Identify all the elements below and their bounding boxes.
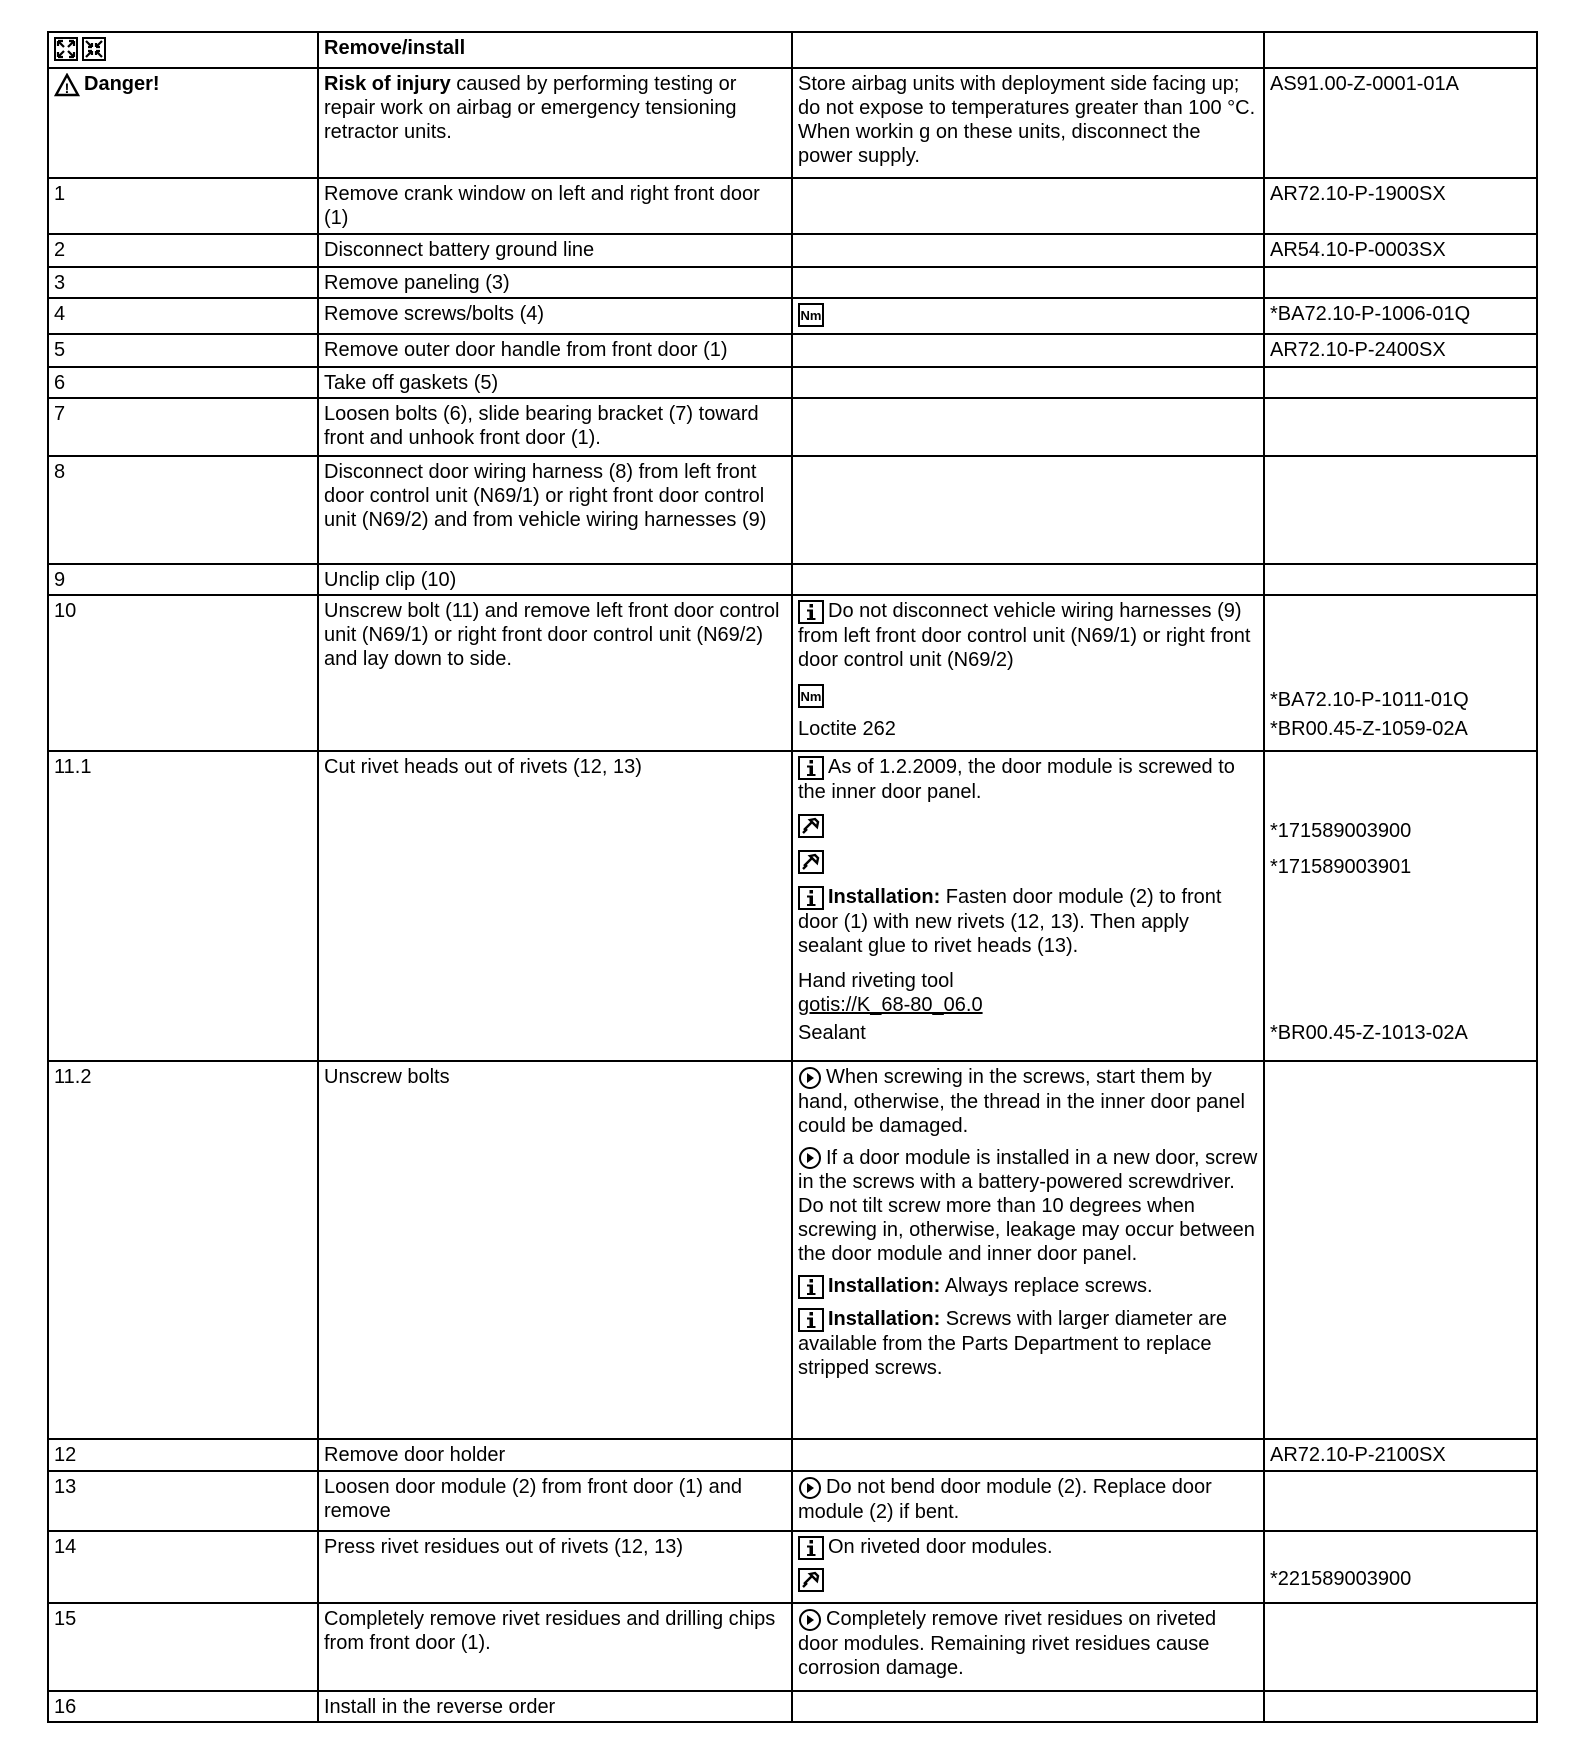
danger-cell bbox=[48, 68, 318, 178]
note-icon bbox=[798, 1476, 822, 1500]
table-row bbox=[48, 298, 1537, 334]
step-action: Press rivet residues out of rivets (12, 13) bbox=[318, 1531, 792, 1603]
step-ref[interactable]: AR72.10-P-1900SX bbox=[1264, 178, 1537, 234]
step-action: Disconnect battery ground line bbox=[318, 234, 792, 267]
danger-bold: Risk of injury bbox=[324, 73, 451, 95]
step-note bbox=[792, 234, 1264, 267]
installation-label: Installation: bbox=[828, 886, 941, 908]
step-number: 1 bbox=[48, 178, 318, 234]
step-action: Remove outer door handle from front door (1) bbox=[318, 334, 792, 367]
step-action: Unclip clip (10) bbox=[318, 564, 792, 595]
info-icon bbox=[798, 756, 824, 780]
danger-description bbox=[318, 68, 792, 178]
table-row bbox=[48, 267, 1537, 298]
step-note bbox=[792, 267, 1264, 298]
step-action: Disconnect door wiring harness (8) from left front door control unit (N69/1) or right front door control unit (N69/2) and from vehicle wiring harnesses (9) bbox=[318, 456, 792, 564]
procedure-table bbox=[47, 31, 1538, 1723]
step-number: 15 bbox=[48, 1603, 318, 1691]
header-empty-4 bbox=[1264, 32, 1537, 68]
step-ref[interactable]: AR54.10-P-0003SX bbox=[1264, 234, 1537, 267]
step-action: Cut rivet heads out of rivets (12, 13) bbox=[318, 751, 792, 1061]
step-number: 14 bbox=[48, 1531, 318, 1603]
step-ref bbox=[1264, 564, 1537, 595]
installation-note: Screws with larger diameter are available from the Parts Department to replace stripped screws. bbox=[798, 1308, 1228, 1379]
step-number: 7 bbox=[48, 398, 318, 456]
tool-ref[interactable]: *171589003901 bbox=[1270, 856, 1412, 878]
table-row bbox=[48, 595, 1537, 751]
warning-triangle-icon bbox=[54, 73, 80, 97]
step-note bbox=[792, 456, 1264, 564]
step-note bbox=[792, 334, 1264, 367]
table-row bbox=[48, 1471, 1537, 1531]
step-ref[interactable]: AR72.10-P-2100SX bbox=[1264, 1439, 1537, 1471]
table-row bbox=[48, 1439, 1537, 1471]
step-note bbox=[792, 751, 1264, 1061]
step-note bbox=[792, 1531, 1264, 1603]
table-row bbox=[48, 1531, 1537, 1603]
step-action: Unscrew bolt (11) and remove left front door control unit (N69/1) or right front door control unit (N69/2) and lay down to side. bbox=[318, 595, 792, 751]
step-ref bbox=[1264, 1691, 1537, 1722]
torque-nm-icon[interactable] bbox=[798, 303, 824, 327]
special-tool-icon[interactable] bbox=[798, 814, 824, 838]
header-empty-3 bbox=[792, 32, 1264, 68]
step-note bbox=[792, 367, 1264, 398]
step-action: Loosen door module (2) from front door (1) and remove bbox=[318, 1471, 792, 1531]
info-note: As of 1.2.2009, the door module is screwed to the inner door panel. bbox=[798, 756, 1235, 803]
note-icon bbox=[798, 1146, 822, 1170]
table-row bbox=[48, 334, 1537, 367]
step-note bbox=[792, 178, 1264, 234]
step-number: 2 bbox=[48, 234, 318, 267]
step-ref bbox=[1264, 1061, 1537, 1439]
hand-tool-label: Hand riveting tool bbox=[798, 970, 954, 992]
svg-text:!: ! bbox=[64, 79, 70, 96]
table-row bbox=[48, 456, 1537, 564]
step-note bbox=[792, 1061, 1264, 1439]
table-row bbox=[48, 234, 1537, 267]
step-ref bbox=[1264, 398, 1537, 456]
material-ref[interactable]: *BR00.45-Z-1059-02A bbox=[1270, 718, 1468, 740]
step-ref-cell bbox=[1264, 595, 1537, 751]
step-number: 13 bbox=[48, 1471, 318, 1531]
step-note bbox=[792, 564, 1264, 595]
step-ref[interactable]: AR72.10-P-2400SX bbox=[1264, 334, 1537, 367]
sealant-ref[interactable]: *BR00.45-Z-1013-02A bbox=[1270, 1022, 1468, 1044]
danger-note: Store airbag units with deployment side facing up; do not expose to temperatures greater than 100 °C. When workin g on these units, disconnect the power supply. bbox=[792, 68, 1264, 178]
step-ref bbox=[1264, 1603, 1537, 1691]
gotis-link[interactable]: gotis://K_68-80_06.0 bbox=[798, 994, 983, 1016]
step-ref bbox=[1264, 267, 1537, 298]
step-action: Install in the reverse order bbox=[318, 1691, 792, 1722]
step-ref bbox=[1264, 456, 1537, 564]
danger-ref[interactable]: AS91.00-Z-0001-01A bbox=[1264, 68, 1537, 178]
step-number: 12 bbox=[48, 1439, 318, 1471]
step-number: 9 bbox=[48, 564, 318, 595]
info-note: On riveted door modules. bbox=[828, 1536, 1053, 1558]
step-number: 5 bbox=[48, 334, 318, 367]
info-icon bbox=[798, 1308, 824, 1332]
danger-label: Danger! bbox=[84, 73, 160, 95]
note-icon bbox=[798, 1608, 822, 1632]
step-action: Remove paneling (3) bbox=[318, 267, 792, 298]
header-row bbox=[48, 32, 1537, 68]
material-label: Loctite 262 bbox=[798, 718, 896, 740]
info-icon bbox=[798, 886, 824, 910]
installation-label: Installation: bbox=[828, 1308, 941, 1331]
table-row bbox=[48, 564, 1537, 595]
step-note bbox=[792, 595, 1264, 751]
step-number: 8 bbox=[48, 456, 318, 564]
info-icon bbox=[798, 1536, 824, 1560]
step-number: 3 bbox=[48, 267, 318, 298]
expand-icon[interactable] bbox=[54, 37, 78, 61]
step-note bbox=[792, 1691, 1264, 1722]
tool-ref[interactable]: *171589003900 bbox=[1270, 820, 1412, 842]
note-text: If a door module is installed in a new door, screw in the screws with a battery-powered screwdriver. Do not tilt screw more than 10 degrees when screwing in, otherwise, leakage may occur between the door module and inner door panel. bbox=[798, 1146, 1258, 1266]
step-note bbox=[792, 1439, 1264, 1471]
step-action: Loosen bolts (6), slide bearing bracket (7) toward front and unhook front door (1). bbox=[318, 398, 792, 456]
step-action: Remove crank window on left and right front door (1) bbox=[318, 178, 792, 234]
info-icon bbox=[798, 1275, 824, 1299]
step-number: 11.1 bbox=[48, 751, 318, 1061]
note-text: When screwing in the screws, start them by hand, otherwise, the thread in the inner door panel could be damaged. bbox=[798, 1066, 1245, 1137]
step-ref bbox=[1264, 1471, 1537, 1531]
step-number: 16 bbox=[48, 1691, 318, 1722]
table-row bbox=[48, 398, 1537, 456]
step-action: Take off gaskets (5) bbox=[318, 367, 792, 398]
step-number: 11.2 bbox=[48, 1061, 318, 1439]
table-row bbox=[48, 1603, 1537, 1691]
table-row bbox=[48, 1691, 1537, 1722]
torque-nm-icon[interactable] bbox=[798, 684, 824, 708]
step-action: Remove door holder bbox=[318, 1439, 792, 1471]
info-note: Do not disconnect vehicle wiring harnesses (9) from left front door control unit (N69/1) or right front door control unit (N69/2) bbox=[798, 600, 1251, 671]
note-text: Completely remove rivet residues on riveted door modules. Remaining rivet residues cause corrosion damage. bbox=[798, 1608, 1217, 1679]
note-icon bbox=[798, 1066, 822, 1090]
tool-ref[interactable]: *221589003900 bbox=[1270, 1568, 1412, 1590]
step-note bbox=[792, 298, 1264, 334]
step-number: 6 bbox=[48, 367, 318, 398]
step-number: 4 bbox=[48, 298, 318, 334]
danger-text: caused by performing testing or repair work on airbag or emergency tensioning retractor units. bbox=[324, 73, 737, 143]
danger-row bbox=[48, 68, 1537, 178]
step-action: Unscrew bolts bbox=[318, 1061, 792, 1439]
step-ref[interactable]: *BA72.10-P-1006-01Q bbox=[1264, 298, 1537, 334]
installation-note: Fasten door module (2) to front door (1) with new rivets (12, 13). Then apply sealant glue to rivet heads (13). bbox=[798, 886, 1222, 957]
installation-note: Always replace screws. bbox=[940, 1275, 1153, 1298]
header-title: Remove/install bbox=[318, 32, 792, 68]
special-tool-icon[interactable] bbox=[798, 1568, 824, 1592]
table-row bbox=[48, 367, 1537, 398]
note-text: Do not bend door module (2). Replace door module (2) if bent. bbox=[798, 1476, 1212, 1523]
sealant-label: Sealant bbox=[798, 1022, 866, 1044]
step-ref-cell bbox=[1264, 751, 1537, 1061]
step-action: Remove screws/bolts (4) bbox=[318, 298, 792, 334]
step-ref-cell bbox=[1264, 1531, 1537, 1603]
step-note bbox=[792, 1603, 1264, 1691]
torque-ref[interactable]: *BA72.10-P-1011-01Q bbox=[1270, 689, 1469, 711]
table-row bbox=[48, 178, 1537, 234]
installation-label: Installation: bbox=[828, 1275, 941, 1298]
special-tool-icon[interactable] bbox=[798, 850, 824, 874]
step-note bbox=[792, 398, 1264, 456]
step-ref bbox=[1264, 367, 1537, 398]
step-note bbox=[792, 1471, 1264, 1531]
header-icons bbox=[48, 32, 318, 68]
table-row bbox=[48, 751, 1537, 1061]
info-icon bbox=[798, 600, 824, 624]
step-number: 10 bbox=[48, 595, 318, 751]
collapse-icon[interactable] bbox=[82, 37, 106, 61]
step-action: Completely remove rivet residues and drilling chips from front door (1). bbox=[318, 1603, 792, 1691]
table-row bbox=[48, 1061, 1537, 1439]
